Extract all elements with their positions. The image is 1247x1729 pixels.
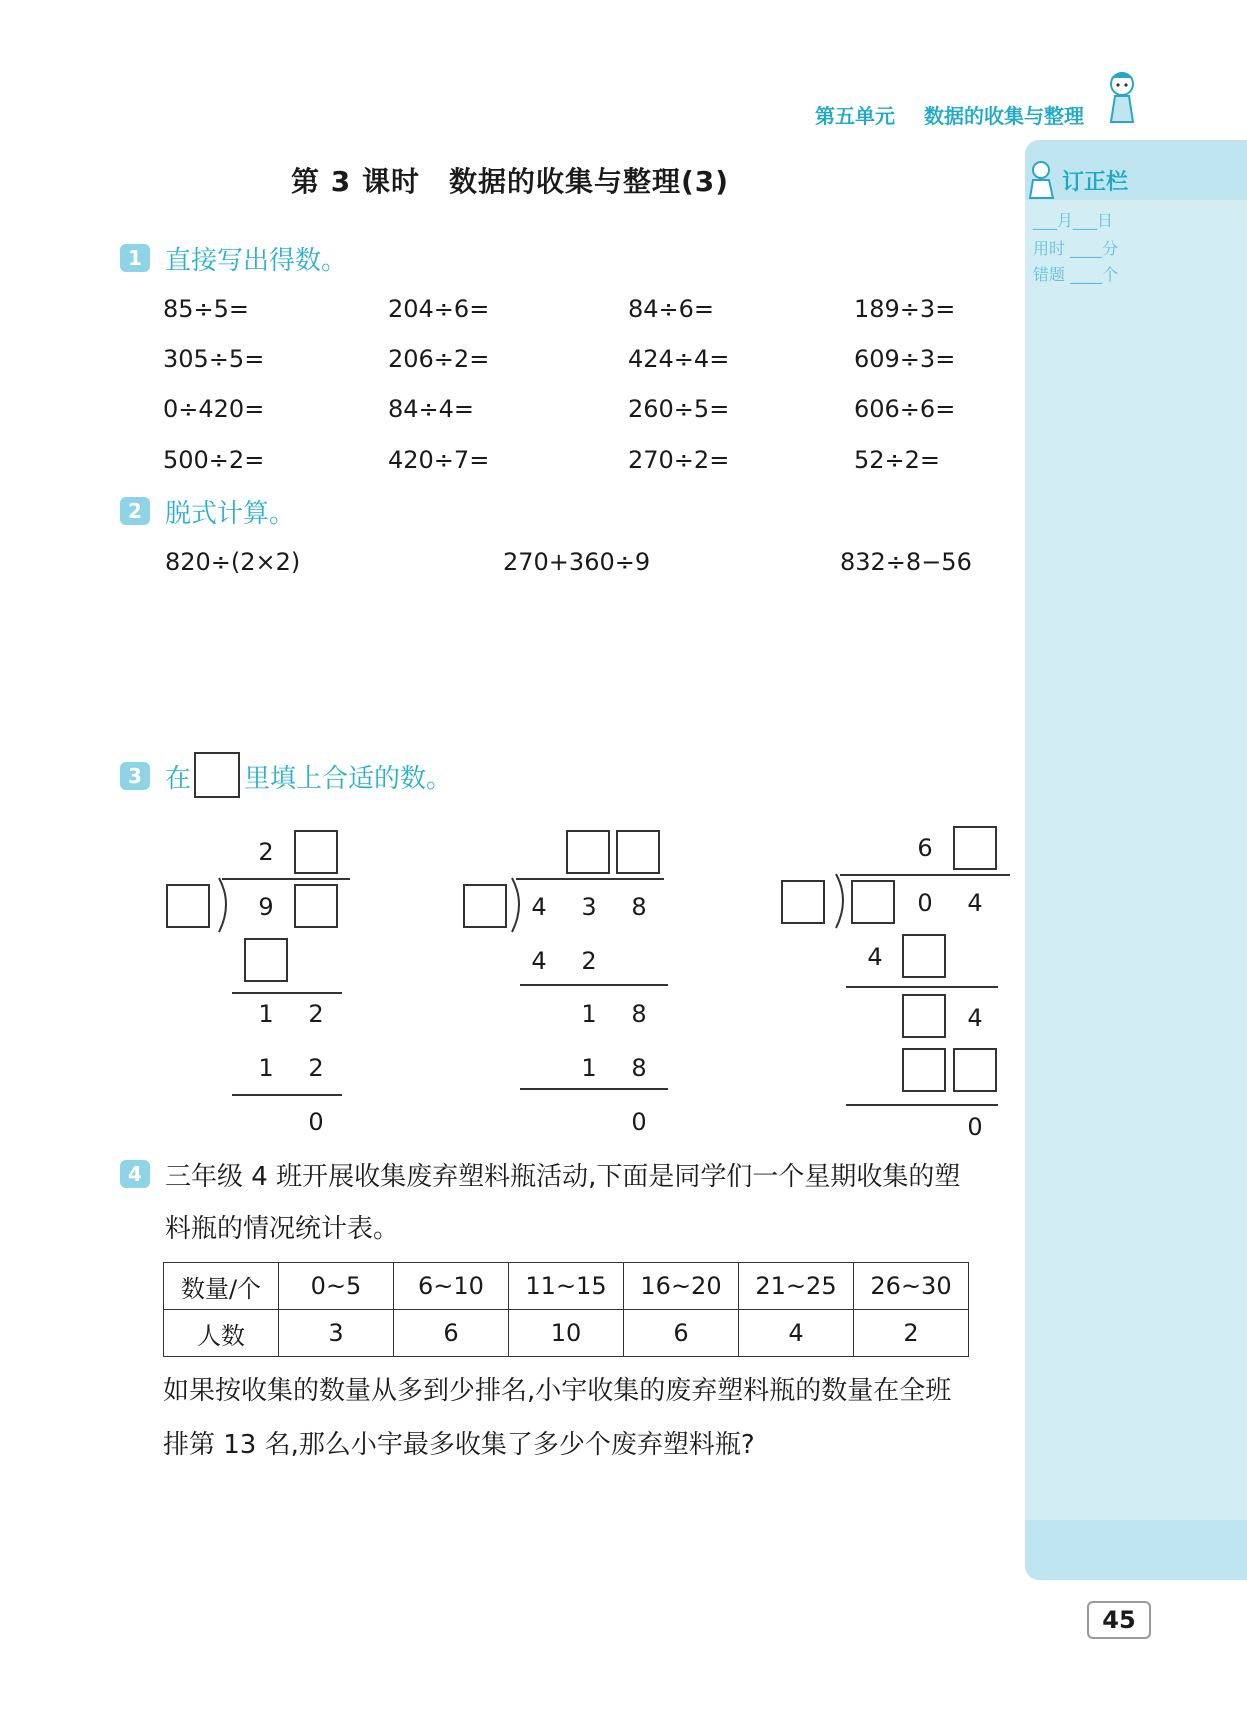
div2-quotient-box[interactable] xyxy=(616,830,660,874)
div3-sub2-box[interactable] xyxy=(953,1048,997,1092)
div3-digit: 4 xyxy=(867,943,883,971)
div1-digit: 1 xyxy=(258,1054,274,1082)
unit-label: 第五单元 xyxy=(815,104,895,128)
div3-dividend-box[interactable] xyxy=(851,880,895,924)
div2-digit: 1 xyxy=(581,1000,597,1028)
div2-dividend-digit: 4 xyxy=(531,893,547,921)
sidebar-title: 订正栏 xyxy=(1062,170,1129,195)
table-cell: 0~5 xyxy=(279,1263,394,1310)
q3-badge: 3 xyxy=(120,762,150,790)
q1-item: 84÷6= xyxy=(628,295,715,323)
table-header-cell: 人数 xyxy=(164,1310,279,1357)
table-cell: 6 xyxy=(394,1310,509,1357)
q2-item: 832÷8−56 xyxy=(840,548,972,576)
div1-digit: 2 xyxy=(308,1000,324,1028)
pencil-girl-icon xyxy=(1027,160,1057,200)
page-title: 第 3 课时 数据的收集与整理(3) xyxy=(290,165,730,198)
div3-digit: 4 xyxy=(967,1004,983,1032)
q1-item: 609÷3= xyxy=(854,345,956,373)
div2-dividend-digit: 3 xyxy=(581,893,597,921)
div3-rem-box[interactable] xyxy=(902,994,946,1038)
div2-digit: 8 xyxy=(631,1000,647,1028)
q4-text-line4: 排第 13 名,那么小宇最多收集了多少个废弃塑料瓶? xyxy=(163,1430,755,1460)
sidebar-header-band xyxy=(1025,140,1247,200)
q2-badge: 2 xyxy=(120,497,150,525)
q4-badge: 4 xyxy=(120,1160,150,1188)
q1-item: 424÷4= xyxy=(628,345,730,373)
div2-digit: 1 xyxy=(581,1054,597,1082)
page-number: 45 xyxy=(1087,1601,1151,1639)
div3-remainder: 0 xyxy=(967,1113,983,1141)
q1-title: 直接写出得数。 xyxy=(165,246,348,276)
q4-text-line3: 如果按收集的数量从多到少排名,小宇收集的废弃塑料瓶的数量在全班 xyxy=(163,1376,952,1406)
q4-text-line1: 三年级 4 班开展收集废弃塑料瓶活动,下面是同学们一个星期收集的塑 xyxy=(165,1162,961,1192)
div3-quotient-box[interactable] xyxy=(953,826,997,870)
table-cell: 2 xyxy=(854,1310,969,1357)
q1-item: 189÷3= xyxy=(854,295,956,323)
div1-sub-box[interactable] xyxy=(244,938,288,982)
topic-label: 数据的收集与整理 xyxy=(923,104,1084,128)
div1-line-1 xyxy=(232,992,342,994)
div2-line-1 xyxy=(520,984,668,986)
q2-item: 820÷(2×2) xyxy=(165,548,301,576)
q3-title-post: 里填上合适的数。 xyxy=(244,764,453,794)
q1-item: 204÷6= xyxy=(388,295,490,323)
div1-top-line xyxy=(222,878,350,880)
q1-item: 606÷6= xyxy=(854,395,956,423)
q1-item: 85÷5= xyxy=(163,295,250,323)
q4-text-line2: 料瓶的情况统计表。 xyxy=(165,1214,400,1244)
div3-line-2 xyxy=(846,1104,998,1106)
table-cell: 21~25 xyxy=(739,1263,854,1310)
div3-divisor-box[interactable] xyxy=(781,880,825,924)
div2-line-2 xyxy=(520,1088,668,1090)
div3-dividend-digit: 0 xyxy=(917,889,933,917)
table-cell: 11~15 xyxy=(509,1263,624,1310)
table-row xyxy=(164,1263,969,1310)
q1-item: 305÷5= xyxy=(163,345,265,373)
title-answer-box xyxy=(194,752,240,798)
div2-digit: 8 xyxy=(631,1054,647,1082)
q1-item: 270÷2= xyxy=(628,446,730,474)
div1-quotient-box[interactable] xyxy=(294,830,338,874)
div2-divisor-box[interactable] xyxy=(463,884,507,928)
div2-digit: 4 xyxy=(531,947,547,975)
div2-dividend-digit: 8 xyxy=(631,893,647,921)
q3-title-pre: 在 xyxy=(165,764,192,794)
div1-quotient-digit: 2 xyxy=(258,838,274,866)
div2-quotient-box[interactable] xyxy=(566,830,610,874)
div3-quotient-digit: 6 xyxy=(917,834,933,862)
table-cell: 6 xyxy=(624,1310,739,1357)
div1-divisor-box[interactable] xyxy=(166,884,210,928)
div3-sub2-box[interactable] xyxy=(902,1048,946,1092)
q1-item: 500÷2= xyxy=(163,446,265,474)
q1-item: 0÷420= xyxy=(163,395,265,423)
div2-remainder: 0 xyxy=(631,1108,647,1136)
div3-top-line xyxy=(840,874,1010,876)
div2-top-line xyxy=(516,878,664,880)
correction-sidebar xyxy=(1025,140,1247,1580)
sidebar-date: ___月___日 xyxy=(1033,211,1114,230)
q1-item: 260÷5= xyxy=(628,395,730,423)
cartoon-character-icon xyxy=(1103,66,1141,124)
q1-item: 206÷2= xyxy=(388,345,490,373)
table-cell: 3 xyxy=(279,1310,394,1357)
q1-item: 84÷4= xyxy=(388,395,475,423)
q1-badge: 1 xyxy=(120,244,150,272)
div2-digit: 2 xyxy=(581,947,597,975)
q2-item: 270+360÷9 xyxy=(503,548,651,576)
sidebar-time: 用时 ____分 xyxy=(1033,239,1119,258)
table-cell: 6~10 xyxy=(394,1263,509,1310)
div1-digit: 2 xyxy=(308,1054,324,1082)
div1-bracket xyxy=(215,876,235,934)
table-cell: 4 xyxy=(739,1310,854,1357)
table-cell: 10 xyxy=(509,1310,624,1357)
div3-line-1 xyxy=(846,986,998,988)
table-cell: 16~20 xyxy=(624,1263,739,1310)
q2-title: 脱式计算。 xyxy=(165,499,296,529)
q1-item: 52÷2= xyxy=(854,446,941,474)
div1-dividend-digit: 9 xyxy=(258,893,274,921)
div1-remainder: 0 xyxy=(308,1108,324,1136)
div1-line-2 xyxy=(232,1094,342,1096)
sidebar-footer-band xyxy=(1025,1520,1247,1580)
div1-dividend-box[interactable] xyxy=(294,884,338,928)
div1-digit: 1 xyxy=(258,1000,274,1028)
table-header-cell: 数量/个 xyxy=(164,1263,279,1310)
q1-item: 420÷7= xyxy=(388,446,490,474)
div3-sub-box[interactable] xyxy=(902,934,946,978)
div3-dividend-digit: 4 xyxy=(967,889,983,917)
sidebar-errors: 错题 ____个 xyxy=(1033,265,1119,284)
statistics-table xyxy=(163,1262,969,1357)
unit-header xyxy=(815,100,1106,129)
table-row xyxy=(164,1310,969,1357)
table-cell: 26~30 xyxy=(854,1263,969,1310)
div3-bracket xyxy=(832,872,852,930)
